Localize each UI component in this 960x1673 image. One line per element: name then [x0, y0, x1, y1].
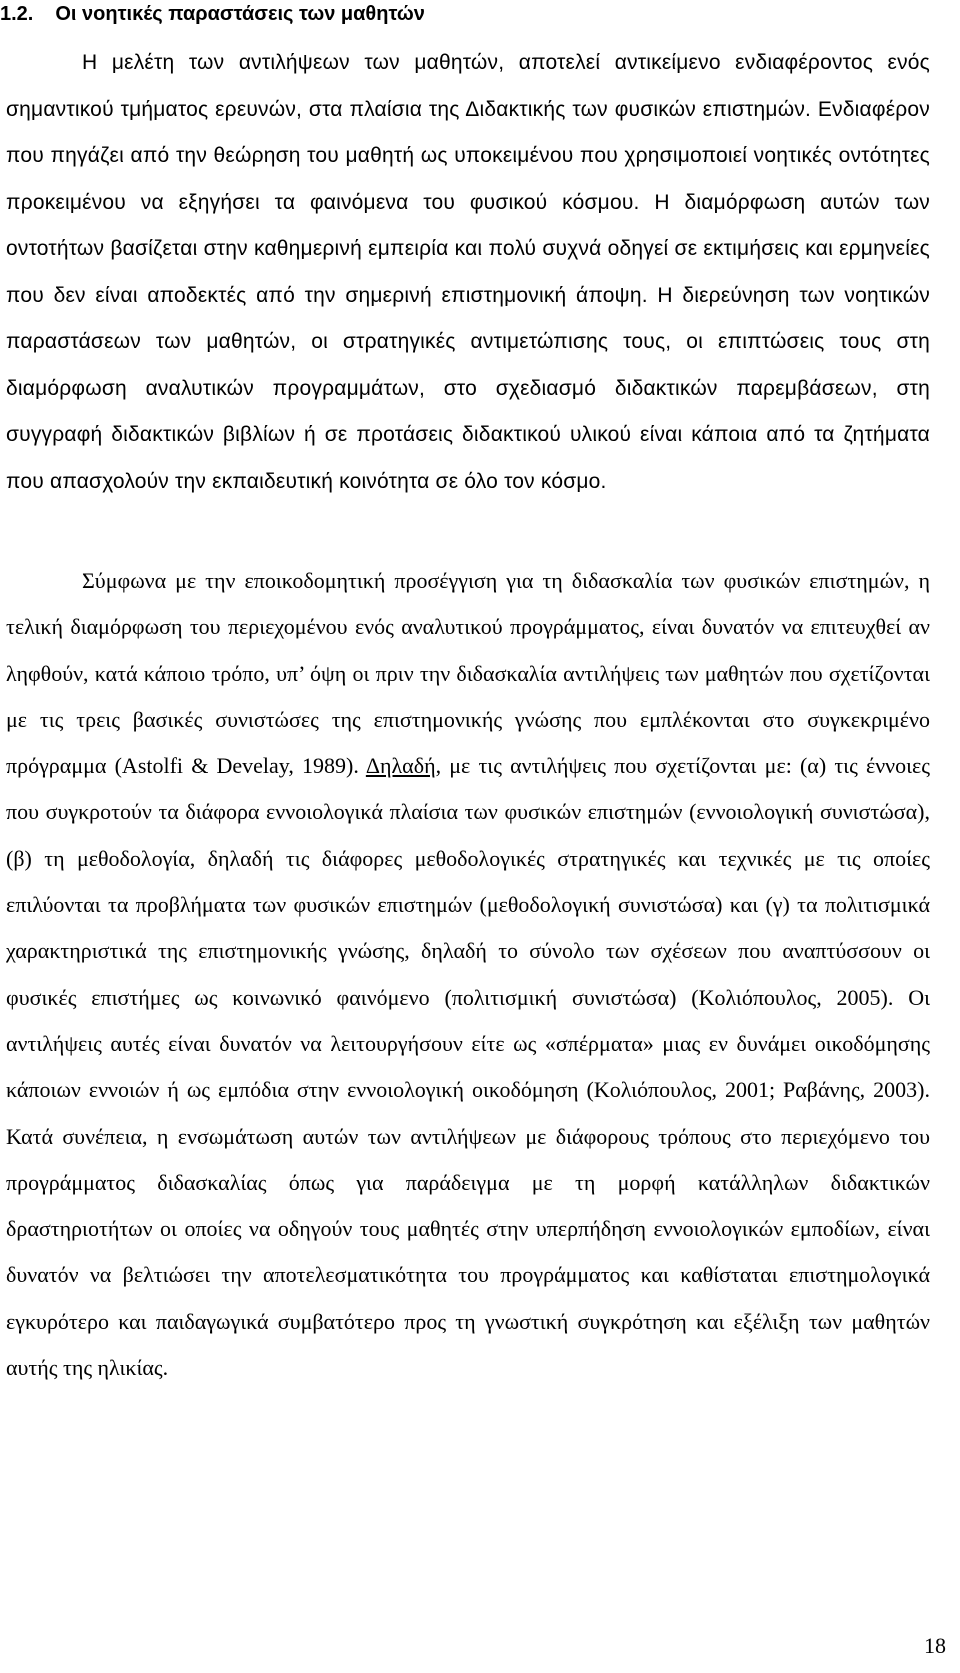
paragraph-1: Η μελέτη των αντιλήψεων των μαθητών, αποτελεί αντικείμενο ενδιαφέροντος ενός σημαντικού τμήματος ερευνών, στα πλαίσια της Διδακτικής των φυσικών επιστημών. Ενδιαφέρον που πηγάζει από την θεώρηση του μαθητή ως υποκειμένου που χρησιμοποιεί νοητικές οντότητες προκειμένου να εξηγήσει τα φαινόμενα του φυσικού κόσμου. Η διαμόρφωση αυτών των οντοτήτων βασίζεται στην καθημερινή εμπειρία και πολύ συχνά οδηγεί σε εκτιμήσεις και ερμηνείες που δεν είναι αποδεκτές από την σημερινή επιστημονική άποψη. Η διερεύνηση των νοητικών παραστάσεων των μαθητών, οι στρατηγικές αντιμετώπισης τους, οι επιπτώσεις τους στη διαμόρφωση αναλυτικών προγραμμάτων, στο σχεδιασμό διδακτικών παρεμβάσεων, στη συγγραφή διδακτικών βιβλίων ή σε προτάσεις διδακτικού υλικού είναι κάποια από τα ζητήματα που απασχολούν την εκπαιδευτική κοινότητα σε όλο τον κόσμο. — [6, 51, 930, 493]
section-number: 1.2. — [0, 3, 34, 25]
paragraph-2-text-start: Σύμφωνα με την εποικοδομητική προσέγγιση για τη διδασκαλία των φυσικών επιστημών, η τελική διαμόρφωση του περιεχομένου ενός αναλυτικού προγράμματος, είναι δυνατόν να επιτευχθεί αν ληφθούν, κατά κάποιο τρόπο, υπ’ όψη οι πριν την διδασκαλία αντιλήψεις των μαθητών που σχετίζονται με τις τρεις βασικές συνιστώσες της επιστημονικής γνώσης που εμπλέκονται στο συγκεκριμένο πρόγραμμα (Astolfi & Develay, 1989). — [6, 568, 930, 779]
paragraph-2-text-end: , με τις αντιλήψεις που σχετίζονται με: (α) τις έννοιες που συγκροτούν τα διάφορα εννοιολογικά πλαίσια των φυσικών επιστημών (εννοιολογική συνιστώσα), (β) τη μεθοδολογία, δηλαδή τις διάφορες μεθοδολογικές στρατηγικές και τεχνικές με τις οποίες επιλύονται τα προβλήματα των φυσικών επιστημών (μεθοδολογική συνιστώσα) και (γ) τα πολιτισμικά χαρακτηριστικά της επιστημονικής γνώσης, δηλαδή το σύνολο των σχέσεων που αναπτύσσουν οι φυσικές επιστήμες ως κοινωνικό φαινόμενο (πολιτισμική συνιστώσα) (Κολιόπουλος, 2005). Οι αντιλήψεις αυτές είναι δυνατόν να λειτουργήσουν είτε ως «σπέρματα» μιας εν δυνάμει οικοδόμησης κάποιων εννοιών ή ως εμπόδια στην εννοιολογική οικοδόμηση (Κολιόπουλος, 2001; Ραβάνης, 2003). Κατά συνέπεια, η ενσωμάτωση αυτών των αντιλήψεων με διάφορους τρόπους στο περιεχόμενο του προγράμματος διδασκαλίας όπως για παράδειγμα με τη μορφή κατάλληλων διδακτικών δραστηριοτήτων οι οποίες να οδηγούν τους μαθητές στην υπερπήδηση εννοιολογικών εμποδίων, είναι δυνατόν να βελτιώσει την αποτελεσματικότητα του προγράμματος και καθίσταται επιστημολογικά εγκυρότερο και παιδαγωγικά συμβατότερο προς τη γνωστική συγκρότηση και εξέλιξη των μαθητών αυτής της ηλικίας. — [6, 753, 930, 1381]
underlined-word: Δηλαδή — [365, 753, 436, 779]
paragraph-2 — [6, 558, 930, 1391]
section-title: Οι νοητικές παραστάσεις των μαθητών — [55, 3, 425, 25]
page-number: 18 — [924, 1633, 946, 1658]
section-heading — [0, 0, 425, 28]
